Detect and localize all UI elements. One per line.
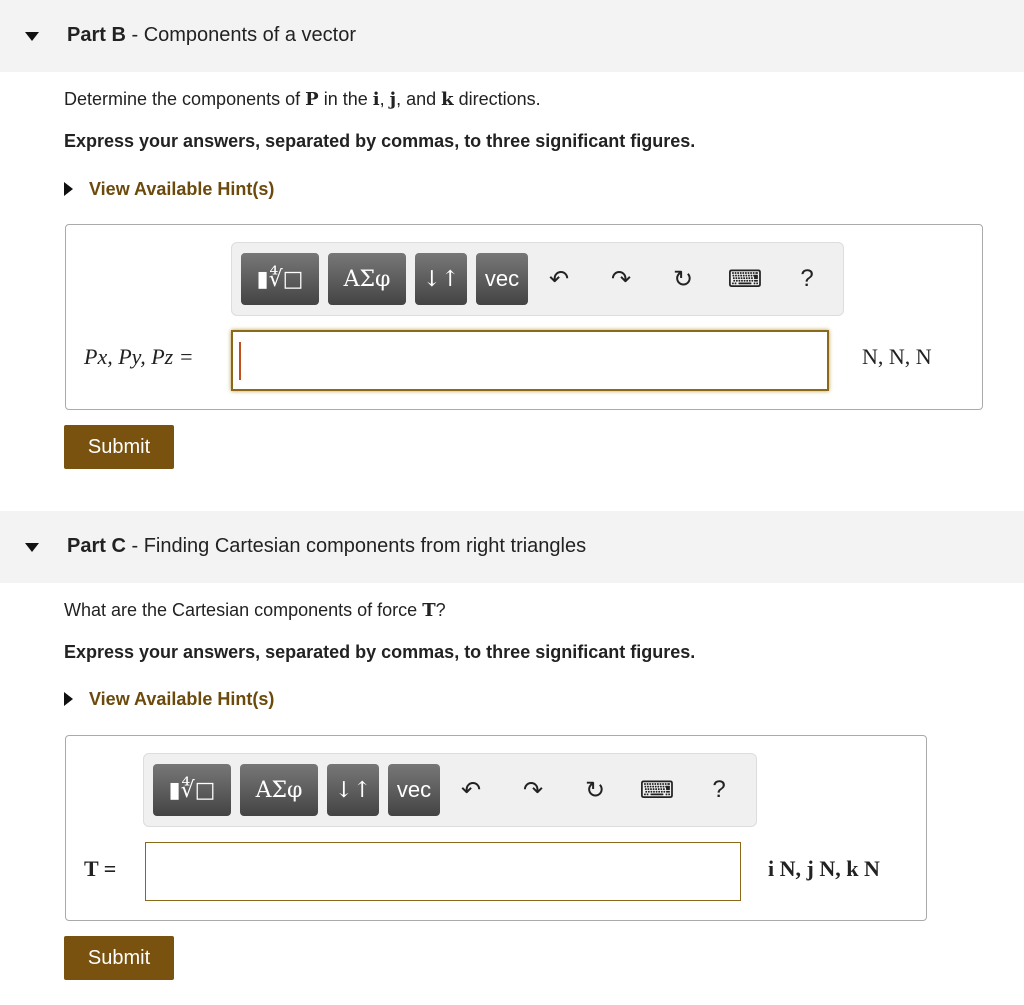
expand-triangle-icon: [64, 692, 73, 706]
subscript-superscript-button[interactable]: ↓↑: [327, 764, 379, 816]
part-b-label: Px, Py, Pz =: [84, 344, 194, 369]
reset-icon[interactable]: ↻: [672, 265, 694, 293]
keyboard-icon[interactable]: ⌨: [639, 776, 675, 804]
math-toolbar: [231, 242, 844, 316]
part-b-header[interactable]: [0, 0, 1024, 72]
text-cursor: [239, 342, 241, 380]
part-b-units: N, N, N: [862, 344, 932, 369]
redo-icon[interactable]: ↷: [610, 265, 632, 293]
math-toolbar: [143, 753, 757, 827]
part-b-answer-input[interactable]: [231, 330, 829, 391]
collapse-triangle-icon[interactable]: [25, 543, 39, 552]
part-b-submit-button[interactable]: Submit: [64, 425, 174, 469]
redo-icon[interactable]: ↷: [522, 776, 544, 804]
part-c-answer-input[interactable]: [145, 842, 741, 901]
part-c-header[interactable]: [0, 511, 1024, 583]
undo-icon[interactable]: ↶: [460, 776, 482, 804]
part-c-units: i N, j N, k N: [768, 856, 880, 881]
part-b-question: Determine the components of P in the i, j, and k directions.: [64, 89, 541, 110]
greek-button[interactable]: ΑΣφ: [240, 764, 318, 816]
subscript-superscript-button[interactable]: ↓↑: [415, 253, 467, 305]
templates-button[interactable]: ▮∜□: [153, 764, 231, 816]
collapse-triangle-icon[interactable]: [25, 32, 39, 41]
part-c-instruction: Express your answers, separated by commas, to three significant figures.: [64, 642, 696, 662]
part-c-label: T =: [84, 856, 117, 881]
keyboard-icon[interactable]: ⌨: [727, 265, 763, 293]
vector-button[interactable]: vec: [388, 764, 440, 816]
help-icon[interactable]: ?: [800, 265, 814, 292]
expand-triangle-icon: [64, 182, 73, 196]
help-icon[interactable]: ?: [712, 776, 726, 803]
part-c-hint-link[interactable]: View Available Hint(s): [64, 689, 274, 710]
part-c-submit-button[interactable]: Submit: [64, 936, 174, 980]
part-b-hint-link[interactable]: View Available Hint(s): [64, 179, 274, 200]
part-c-title: Part C - Finding Cartesian components from right triangles: [67, 535, 587, 557]
part-b-title: Part B - Components of a vector: [67, 24, 357, 46]
part-c-question: What are the Cartesian components of force T?: [64, 600, 446, 621]
undo-icon[interactable]: ↶: [548, 265, 570, 293]
greek-button[interactable]: ΑΣφ: [328, 253, 406, 305]
reset-icon[interactable]: ↻: [584, 776, 606, 804]
part-b-instruction: Express your answers, separated by commas, to three significant figures.: [64, 131, 696, 151]
vector-button[interactable]: vec: [476, 253, 528, 305]
templates-button[interactable]: ▮∜□: [241, 253, 319, 305]
